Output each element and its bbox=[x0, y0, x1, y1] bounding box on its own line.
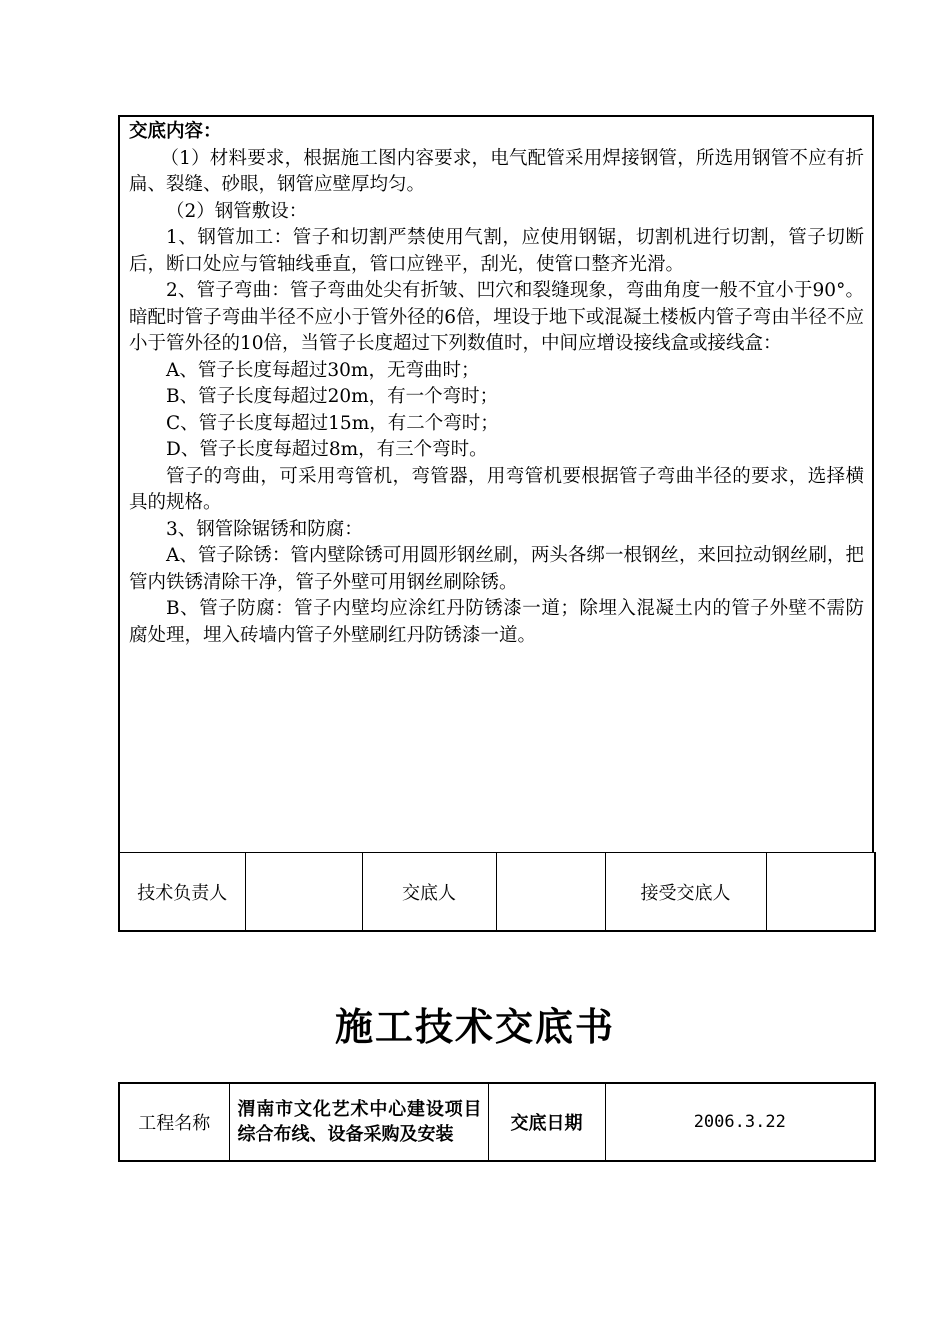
paragraph-rust-removal: A、管子除锈：管内壁除锈可用圆形钢丝刷，两头各绑一根钢丝，来回拉动钢丝刷，把管内铁锈清除干净，管子外壁可用钢丝刷除锈。 bbox=[129, 545, 864, 593]
content-heading: 交底内容： bbox=[129, 121, 222, 142]
project-name-label: 工程名称 bbox=[119, 1083, 229, 1161]
paragraph-bending-tools: 管子的弯曲，可采用弯管机，弯管器，用弯管机要根据管子弯曲半径的要求，选择横具的规格。 bbox=[129, 465, 864, 513]
paragraph-material-requirements: （1）材料要求，根据施工图内容要求，电气配管采用焊接钢管，所选用钢管不应有折扁、裂缝、砂眼，钢管应壁厚均匀。 bbox=[129, 147, 864, 195]
paragraph-pipe-laying-heading: （2）钢管敷设： bbox=[166, 200, 308, 222]
paragraph-corrosion-protection: B、管子防腐：管子内壁均应涂红丹防锈漆一道；除埋入混凝土内的管子外壁不需防腐处理，埋入砖墙内管子外壁刷红丹防锈漆一道。 bbox=[129, 598, 864, 646]
paragraph-rust-heading: 3、钢管除锯锈和防腐： bbox=[166, 518, 363, 540]
paragraph-pipe-bending: 2、管子弯曲：管子弯曲处尖有折皱、凹穴和裂缝现象，弯曲角度一般不宜小于90°。暗配时管子弯曲半径不应小于管外径的6倍，埋设于地下或混凝土楼板内管子弯由半径不应小于管外径的10倍，当管子长度超过下列数值时，中间应增设接线盒或接线盒： bbox=[129, 280, 864, 354]
project-name-value: 渭南市文化艺术中心建设项目综合布线、设备采购及安装 bbox=[229, 1083, 488, 1161]
list-item-bend-a: A、管子长度每超过30m，无弯曲时； bbox=[166, 359, 480, 381]
signature-table bbox=[118, 852, 876, 932]
list-item-bend-d: D、管子长度每超过8m，有三个弯时。 bbox=[166, 439, 488, 460]
disclosure-date-value: 2006.3.22 bbox=[605, 1083, 875, 1161]
tech-lead-label: 技术负责人 bbox=[119, 853, 245, 932]
project-info-table bbox=[118, 1082, 876, 1162]
list-item-bend-b: B、管子长度每超过20m，有一个弯时； bbox=[166, 386, 499, 407]
disclosure-date-label: 交底日期 bbox=[488, 1083, 605, 1161]
presenter-label: 交底人 bbox=[362, 853, 496, 932]
document-title: 施工技术交底书 bbox=[334, 1005, 615, 1049]
paragraph-pipe-processing: 1、钢管加工：管子和切割严禁使用气割，应使用钢锯，切割机进行切割，管子切断后，断口处应与管轴线垂直，管口应锉平，刮光，使管口整齐光滑。 bbox=[129, 227, 864, 275]
list-item-bend-c: C、管子长度每超过15m，有二个弯时； bbox=[166, 412, 499, 434]
receiver-signature-field[interactable] bbox=[766, 853, 875, 932]
receiver-label: 接受交底人 bbox=[605, 853, 766, 932]
disclosure-content-box bbox=[118, 115, 874, 853]
tech-lead-signature-field[interactable] bbox=[245, 853, 362, 932]
presenter-signature-field[interactable] bbox=[496, 853, 605, 932]
